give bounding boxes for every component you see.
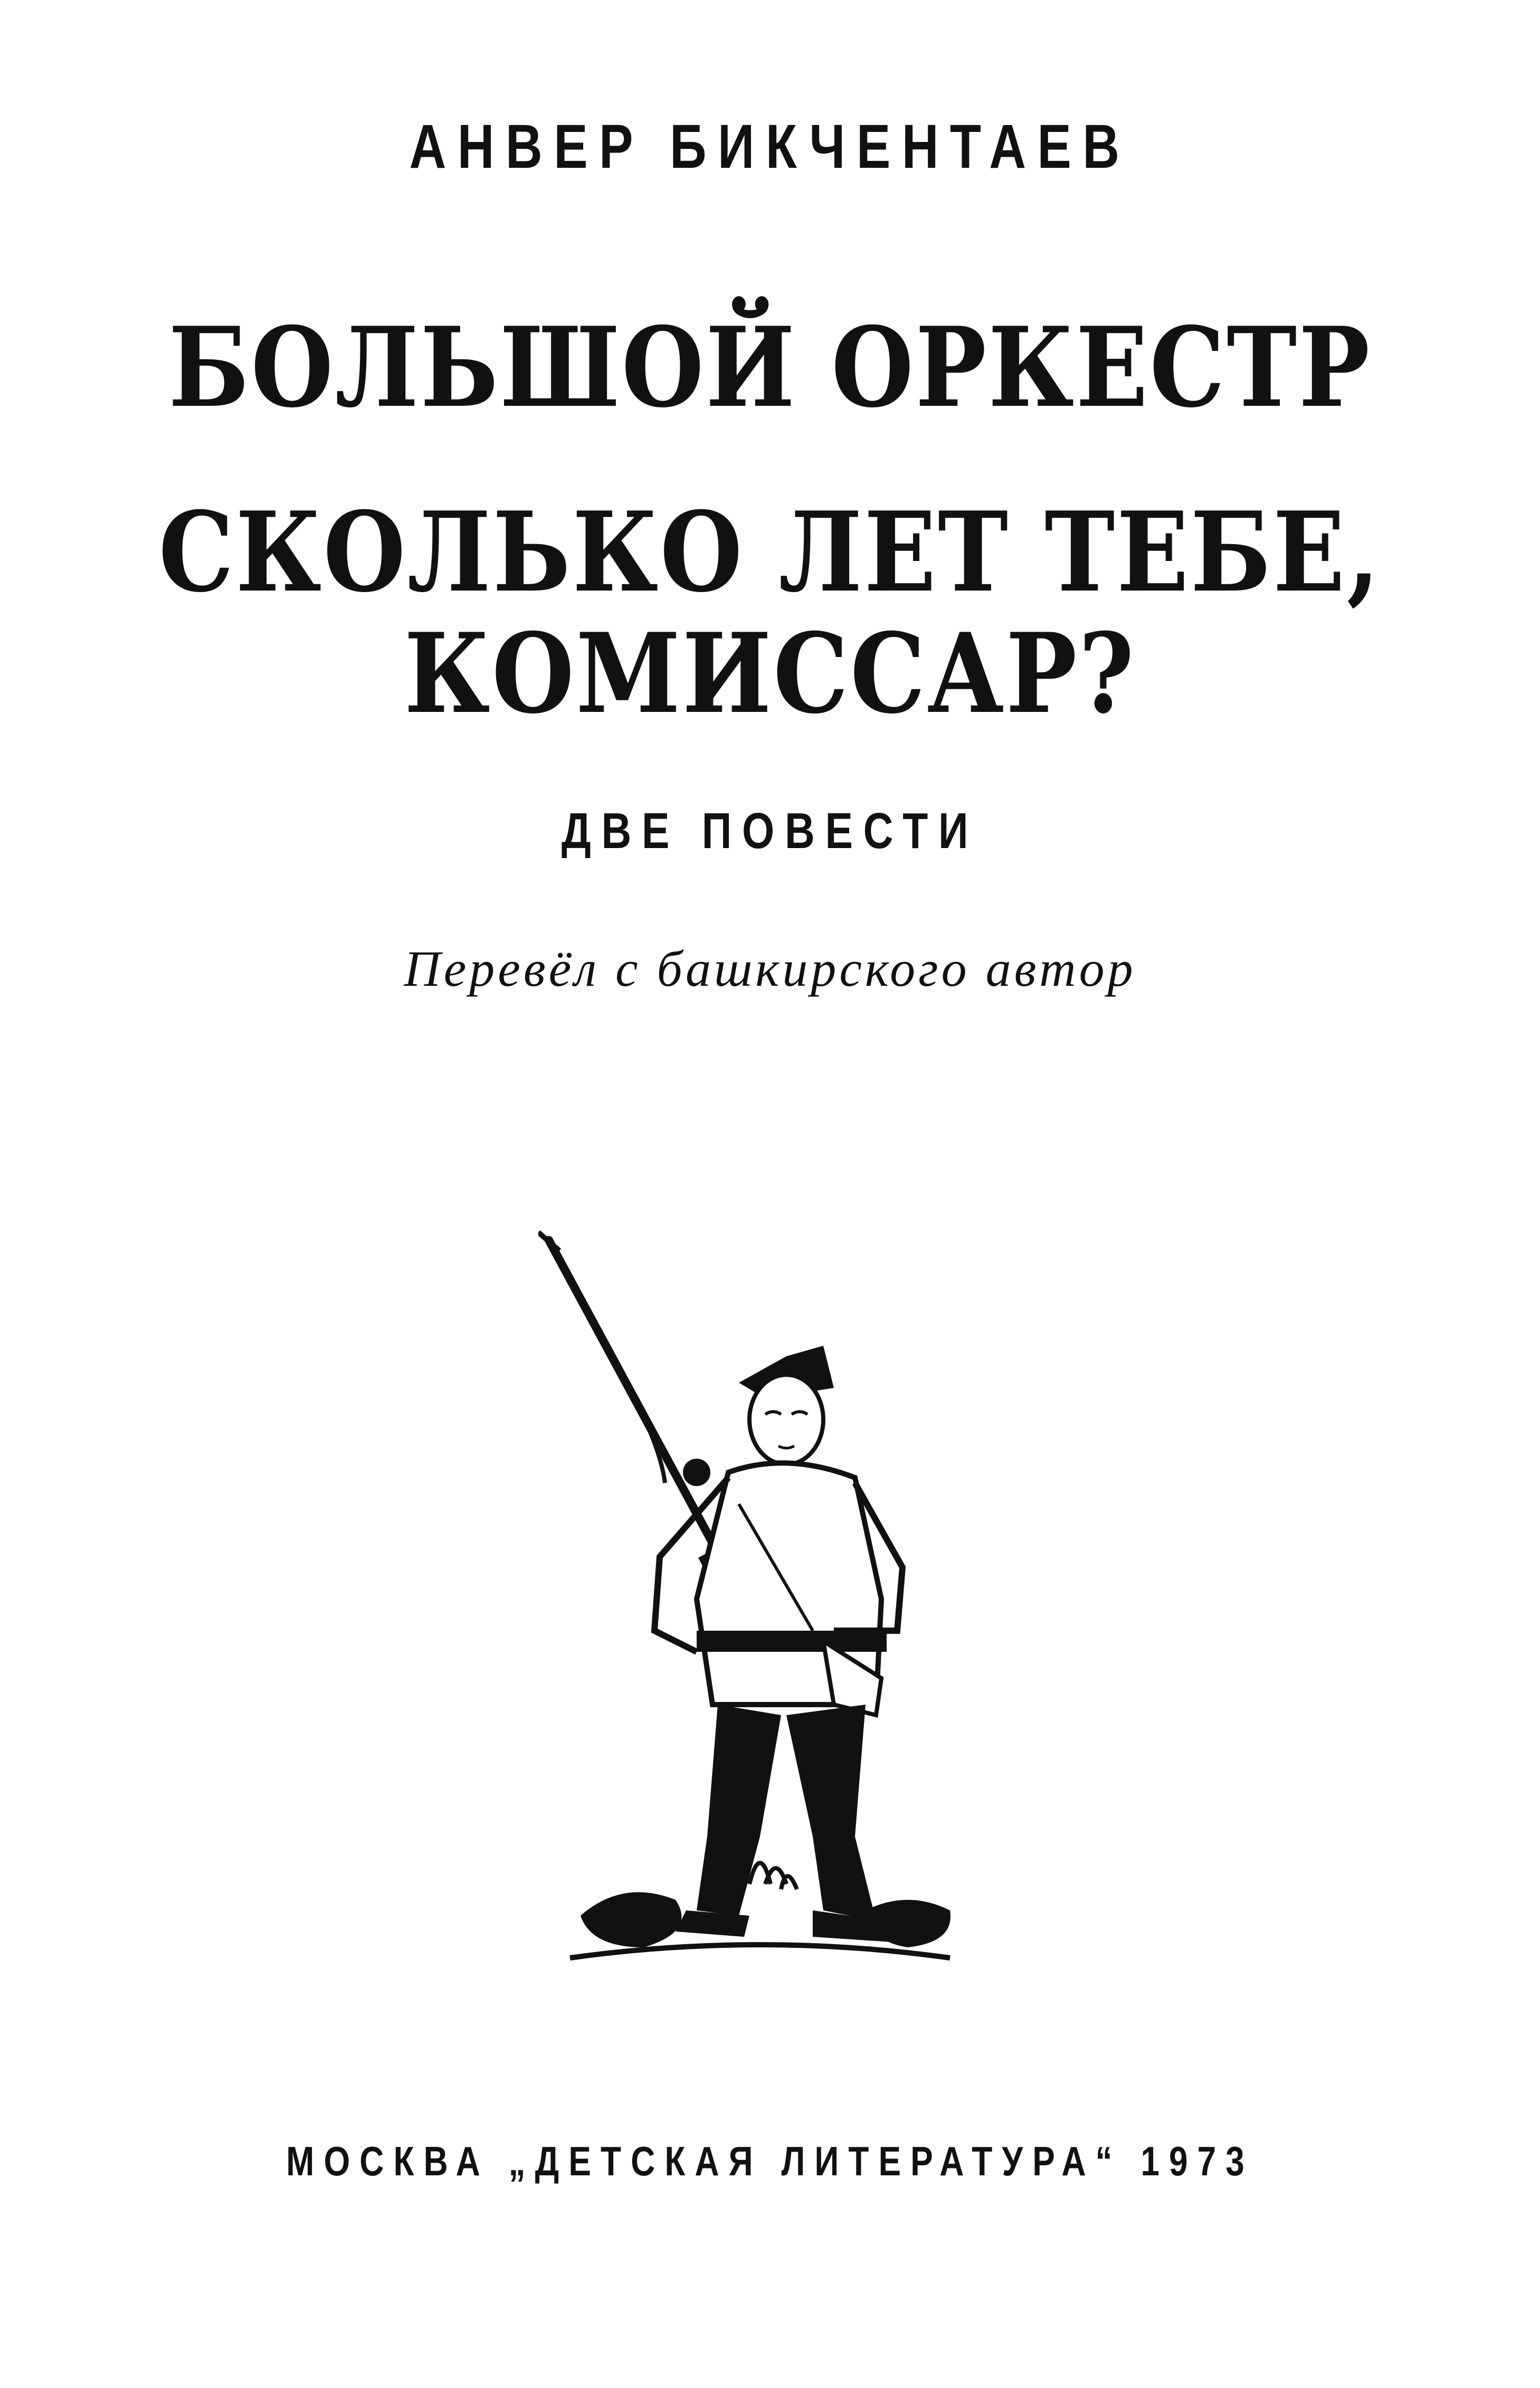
soldier-legs <box>676 1705 892 1942</box>
author-name: АНВЕР БИКЧЕНТАЕВ <box>409 112 1131 182</box>
ground-tufts <box>570 1863 950 1958</box>
subtitle: ДВЕ ПОВЕСТИ <box>561 803 979 859</box>
title-bolshoi-orkestr: БОЛЬШОЙ ОРКЕСТР <box>168 303 1372 432</box>
translator-note: Перевёл с башкирского автор <box>404 940 1136 997</box>
soldier-illustration <box>538 1230 971 1984</box>
title-skolko-let-line2: КОМИССАР? <box>404 610 1136 738</box>
title-skolko-let-line1: СКОЛЬКО ЛЕТ ТЕБЕ, <box>158 488 1382 617</box>
soldier-head <box>739 1346 834 1464</box>
publisher-imprint: МОСКВА „ДЕТСКАЯ ЛИТЕРАТУРА“ 1973 <box>286 2138 1254 2184</box>
